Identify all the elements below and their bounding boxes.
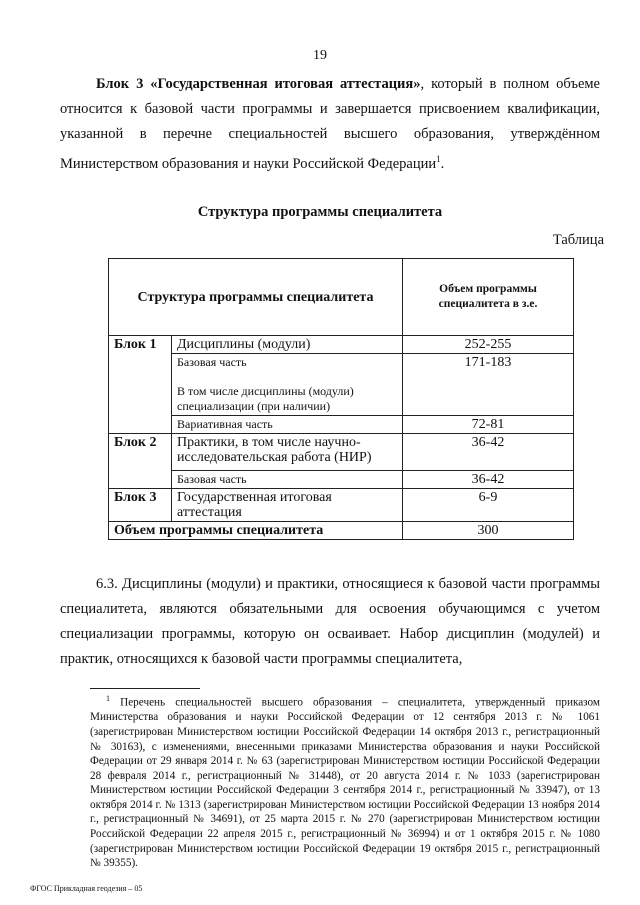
footnote-ref[interactable]: 1: [436, 154, 441, 164]
table-row: [109, 471, 574, 489]
table-row: [109, 354, 574, 416]
block1-base-value: 171-183: [403, 354, 574, 416]
block3-value: 6-9: [403, 489, 574, 522]
intro-text: , который в полном объеме относится к базовой части программы и завершается присвоением квалификации, указанной в перечне специальностей высшего образования, утверждённом Министерством образования и науки Российской Федерации: [60, 76, 600, 172]
total-value: 300: [403, 522, 574, 540]
block1-base-note: В том числе дисциплины (модули) специализации (при наличии): [177, 384, 354, 413]
page-footer: ФГОС Прикладная геодезия – 05: [30, 884, 143, 893]
block1-base-cell: [172, 354, 403, 416]
block1-base-name: Базовая часть: [177, 355, 247, 369]
block1-var-value: 72-81: [403, 416, 574, 434]
block2-base-value: 36-42: [403, 471, 574, 489]
table-row: [109, 434, 574, 471]
footnote-marker: 1: [106, 694, 110, 703]
table-row: [109, 336, 574, 354]
page-number: 19: [313, 48, 327, 63]
table-title: Структура программы специалитета: [197, 204, 443, 220]
block2-base-name: Базовая часть: [172, 471, 403, 489]
block3-label: Блок 3: [109, 489, 172, 522]
block1-name: Дисциплины (модули): [172, 336, 403, 354]
block2-label: Блок 2: [109, 434, 172, 489]
header-volume: Объем программы специалитета в з.е.: [403, 259, 574, 336]
section-6-3-paragraph: 6.3. Дисциплины (модули) и практики, относящиеся к базовой части программы специалитета, являются обязательными для освоения обучающимся с учетом специализации программы, которую он осваивает. Набор дисциплин (модулей) и практик, относящихся к базовой части программы специалитета,: [60, 576, 600, 667]
header-structure: Структура программы специалитета: [109, 259, 403, 336]
table-row: [109, 416, 574, 434]
footnote: [90, 692, 600, 871]
block1-value: 252-255: [403, 336, 574, 354]
block1-label: Блок 1: [109, 336, 172, 434]
intro-paragraph: [60, 72, 600, 177]
block1-var-name: Вариативная часть: [172, 416, 403, 434]
block2-name: Практики, в том числе научно-исследовательская работа (НИР): [172, 434, 403, 471]
table-label: Таблица: [552, 232, 604, 248]
block3-title: Блок 3 «Государственная итоговая аттестация»: [96, 76, 421, 92]
block2-value: 36-42: [403, 434, 574, 471]
block3-name: Государственная итоговая аттестация: [172, 489, 403, 522]
table-total-row: [109, 522, 574, 540]
intro-end: .: [440, 155, 445, 172]
footnote-divider: [90, 688, 200, 689]
total-label: Объем программы специалитета: [109, 522, 403, 540]
footnote-text: Перечень специальностей высшего образования – специалитета, утвержденный приказом Министерства образования и науки Российской Федерации от 12 сентября 2013 г. № 1061 (зарегистрирован Министерством юстиции Российской Федерации 14 октября 2013 г., регистрационный № 30163), с изменениями, внесенными приказами Министерства образования и науки Российской Федерации от 29 января 2014 г. № 63 (зарегистрирован Министерством юстиции Российской Федерации 28 февраля 2014 г., регистрационный № 31448), от 20 августа 2014 г. № 1033 (зарегистрирован Министерством юстиции Российской Федерации 3 сентября 2014 г., регистрационный № 33947), от 13 октября 2014 г. № 1313 (зарегистрирован Министерством юстиции Российской Федерации 13 ноября 2014 г., регистрационный № 34691), от 25 марта 2015 г. № 270 (зарегистрирован Министерством юстиции Российской Федерации 22 апреля 2015 г., регистрационный № 36994) и от 1 октября 2015 г. № 1080 (зарегистрирован Министерством юстиции Российской Федерации 19 октября 2015 г., регистрационный № 39355).: [90, 696, 600, 870]
spacer: [177, 370, 397, 384]
structure-table: [108, 258, 574, 540]
table-header-row: [109, 259, 574, 336]
table-row: [109, 489, 574, 522]
